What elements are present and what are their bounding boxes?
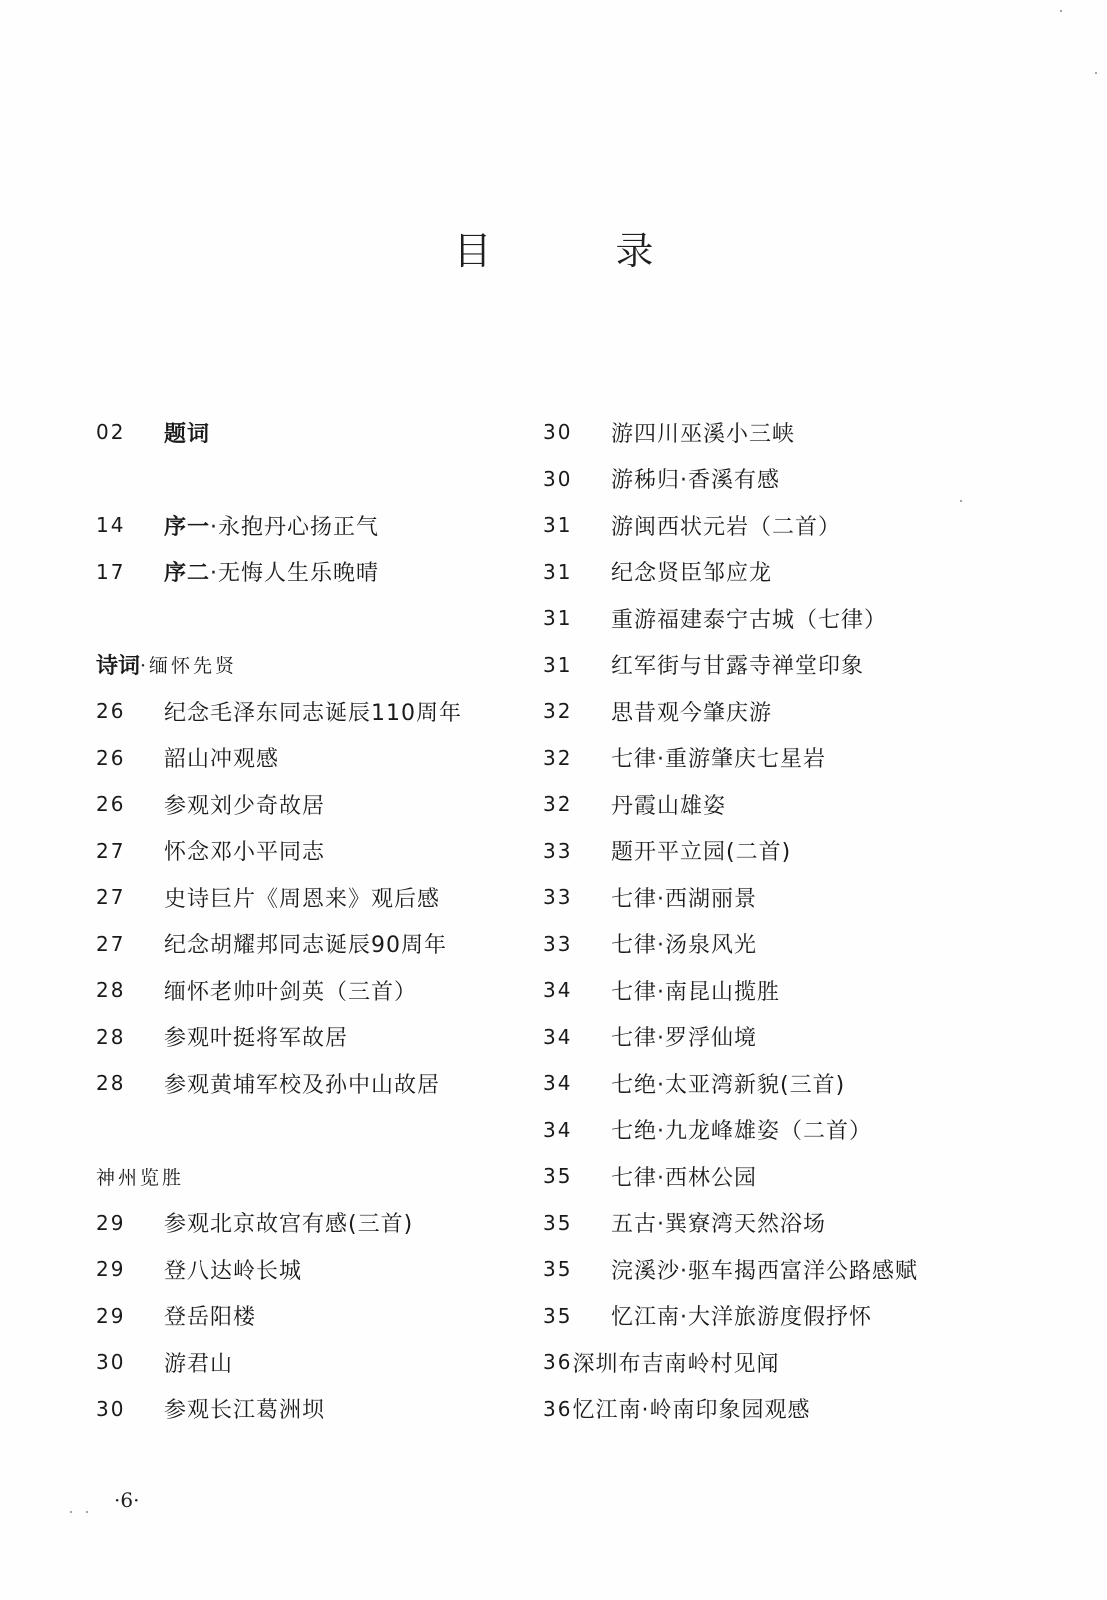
entry-page-number: 30 xyxy=(96,1396,126,1421)
section-subtitle: ·缅怀先贤 xyxy=(140,655,238,678)
entry-title: 游四川巫溪小三峡 xyxy=(611,421,796,447)
entry-title: 参观黄埔军校及孙中山故居 xyxy=(164,1072,441,1098)
page-number: ·6· xyxy=(114,1488,140,1512)
toc-entry xyxy=(543,456,1063,503)
page-title: 目 录 xyxy=(453,229,710,273)
entry-title: 题词 xyxy=(164,421,211,447)
entry-title: 七律·南昆山揽胜 xyxy=(611,979,780,1005)
entry-page-number: 17 xyxy=(96,559,126,584)
entry-title: 七律·西林公园 xyxy=(611,1165,757,1191)
entry-page-number: 32 xyxy=(543,745,573,770)
entry-title: 纪念毛泽东同志诞辰110周年 xyxy=(164,700,462,726)
entry-title: 题开平立园(二首) xyxy=(611,840,792,866)
toc-entry xyxy=(96,1339,526,1386)
toc-entry xyxy=(543,1014,1063,1061)
toc-entry xyxy=(543,502,1063,549)
toc-entry xyxy=(543,967,1063,1014)
scan-speck xyxy=(1060,10,1062,12)
entry-title: 游君山 xyxy=(164,1351,234,1377)
entry-title: 忆江南·大洋旅游度假抒怀 xyxy=(611,1305,872,1331)
toc-right-column xyxy=(543,409,1063,1432)
section-title: 诗词 xyxy=(96,654,141,680)
entry-page-number: 31 xyxy=(543,606,573,631)
entry-page-number: 28 xyxy=(96,1024,126,1049)
entry-page-number: 34 xyxy=(543,978,573,1003)
entry-title: 韶山冲观感 xyxy=(164,747,280,773)
entry-heading: 序一 xyxy=(164,514,211,540)
toc-entry xyxy=(96,781,526,828)
entry-page-number: 36 xyxy=(543,1350,573,1375)
toc-entry xyxy=(543,1060,1063,1107)
section-heading xyxy=(96,642,526,689)
scan-speck xyxy=(1095,72,1097,74)
toc-entry xyxy=(543,549,1063,596)
spacer xyxy=(96,1107,526,1154)
entry-title: 登岳阳楼 xyxy=(164,1305,257,1331)
entry-title: 游秭归·香溪有感 xyxy=(611,468,780,494)
entry-page-number: 32 xyxy=(543,699,573,724)
entry-page-number: 36 xyxy=(543,1396,573,1421)
entry-title: 登八达岭长城 xyxy=(164,1258,303,1284)
scan-speck xyxy=(70,1511,72,1513)
entry-page-number: 28 xyxy=(96,978,126,1003)
toc-entry xyxy=(96,921,526,968)
toc-entry xyxy=(96,967,526,1014)
entry-page-number: 29 xyxy=(96,1303,126,1328)
spacer xyxy=(96,456,526,503)
section-heading xyxy=(96,1153,526,1200)
toc-entry xyxy=(543,595,1063,642)
entry-page-number: 26 xyxy=(96,699,126,724)
entry-title: ·无悔人生乐晚晴 xyxy=(210,561,380,587)
toc-entry xyxy=(543,874,1063,921)
entry-title: 七律·西湖丽景 xyxy=(611,886,757,912)
entry-title: 纪念贤臣邹应龙 xyxy=(611,561,773,587)
entry-title: 红军街与甘露寺禅堂印象 xyxy=(611,654,865,680)
entry-title: 七绝·九龙峰雄姿（二首） xyxy=(611,1119,872,1145)
entry-page-number: 33 xyxy=(543,838,573,863)
spacer xyxy=(96,595,526,642)
entry-page-number: 33 xyxy=(543,885,573,910)
toc-entry xyxy=(96,1014,526,1061)
entry-title: 浣溪沙·驱车揭西富洋公路感赋 xyxy=(611,1258,918,1284)
toc-entry xyxy=(543,1339,1063,1386)
entry-page-number: 26 xyxy=(96,792,126,817)
entry-page-number: 35 xyxy=(543,1303,573,1328)
entry-title: 怀念邓小平同志 xyxy=(164,840,326,866)
toc-entry xyxy=(543,781,1063,828)
toc-entry xyxy=(96,828,526,875)
entry-title: 重游福建泰宁古城（七律） xyxy=(611,607,888,633)
toc-entry xyxy=(543,1386,1063,1433)
entry-page-number: 27 xyxy=(96,931,126,956)
entry-title: 七绝·太亚湾新貌(三首) xyxy=(611,1072,846,1098)
toc-entry xyxy=(543,1200,1063,1247)
entry-title: 七律·汤泉风光 xyxy=(611,933,757,959)
entry-title: 思昔观今肇庆游 xyxy=(611,700,773,726)
toc-entry xyxy=(96,688,526,735)
entry-title: 深圳布吉南岭村见闻 xyxy=(572,1351,780,1377)
entry-page-number: 34 xyxy=(543,1024,573,1049)
toc-entry xyxy=(96,1200,526,1247)
entry-title: 参观北京故宫有感(三首) xyxy=(164,1212,414,1238)
toc-left-column xyxy=(96,409,526,1432)
toc-entry xyxy=(96,549,526,596)
entry-title: 游闽西状元岩（二首） xyxy=(611,514,842,540)
entry-title: 七律·重游肇庆七星岩 xyxy=(611,747,826,773)
entry-page-number: 27 xyxy=(96,885,126,910)
entry-page-number: 35 xyxy=(543,1164,573,1189)
toc-entry xyxy=(96,1060,526,1107)
entry-title: ·永抱丹心扬正气 xyxy=(210,514,380,540)
toc-entry xyxy=(96,1293,526,1340)
entry-title: 参观刘少奇故居 xyxy=(164,793,326,819)
entry-title: 参观叶挺将军故居 xyxy=(164,1026,349,1052)
entry-page-number: 28 xyxy=(96,1071,126,1096)
entry-page-number: 35 xyxy=(543,1210,573,1235)
entry-title: 五古·巽寮湾天然浴场 xyxy=(611,1212,826,1238)
entry-page-number: 14 xyxy=(96,513,126,538)
entry-title: 纪念胡耀邦同志诞辰90周年 xyxy=(164,933,447,959)
entry-page-number: 26 xyxy=(96,745,126,770)
entry-page-number: 33 xyxy=(543,931,573,956)
entry-title: 缅怀老帅叶剑英（三首） xyxy=(164,979,418,1005)
toc-entry xyxy=(96,502,526,549)
entry-page-number: 30 xyxy=(543,420,573,445)
entry-page-number: 32 xyxy=(543,792,573,817)
entry-page-number: 29 xyxy=(96,1210,126,1235)
entry-page-number: 31 xyxy=(543,652,573,677)
toc-entry xyxy=(543,1293,1063,1340)
entry-page-number: 30 xyxy=(543,466,573,491)
entry-page-number: 02 xyxy=(96,420,126,445)
entry-page-number: 31 xyxy=(543,559,573,584)
entry-heading: 序二 xyxy=(164,561,211,587)
toc-entry xyxy=(543,409,1063,456)
toc-entry xyxy=(543,828,1063,875)
toc-entry xyxy=(543,1107,1063,1154)
entry-page-number: 30 xyxy=(96,1350,126,1375)
section-title: 神州览胜 xyxy=(96,1166,185,1189)
toc-entry xyxy=(96,1246,526,1293)
entry-title: 丹霞山雄姿 xyxy=(611,793,727,819)
entry-page-number: 29 xyxy=(96,1257,126,1282)
entry-title: 参观长江葛洲坝 xyxy=(164,1398,326,1424)
toc-entry xyxy=(543,1153,1063,1200)
scan-speck xyxy=(86,1511,88,1513)
entry-title: 七律·罗浮仙境 xyxy=(611,1026,757,1052)
entry-title: 史诗巨片《周恩来》观后感 xyxy=(164,886,441,912)
toc-entry xyxy=(96,735,526,782)
toc-entry xyxy=(543,642,1063,689)
toc-entry xyxy=(96,874,526,921)
scan-speck xyxy=(960,500,962,502)
entry-title: 忆江南·岭南印象园观感 xyxy=(572,1398,811,1424)
toc-entry xyxy=(543,1246,1063,1293)
toc-entry xyxy=(543,921,1063,968)
toc-entry xyxy=(543,735,1063,782)
entry-page-number: 31 xyxy=(543,513,573,538)
toc-entry xyxy=(96,1386,526,1433)
entry-page-number: 34 xyxy=(543,1117,573,1142)
entry-page-number: 27 xyxy=(96,838,126,863)
toc-entry xyxy=(96,409,526,456)
entry-page-number: 34 xyxy=(543,1071,573,1096)
toc-entry xyxy=(543,688,1063,735)
entry-page-number: 35 xyxy=(543,1257,573,1282)
